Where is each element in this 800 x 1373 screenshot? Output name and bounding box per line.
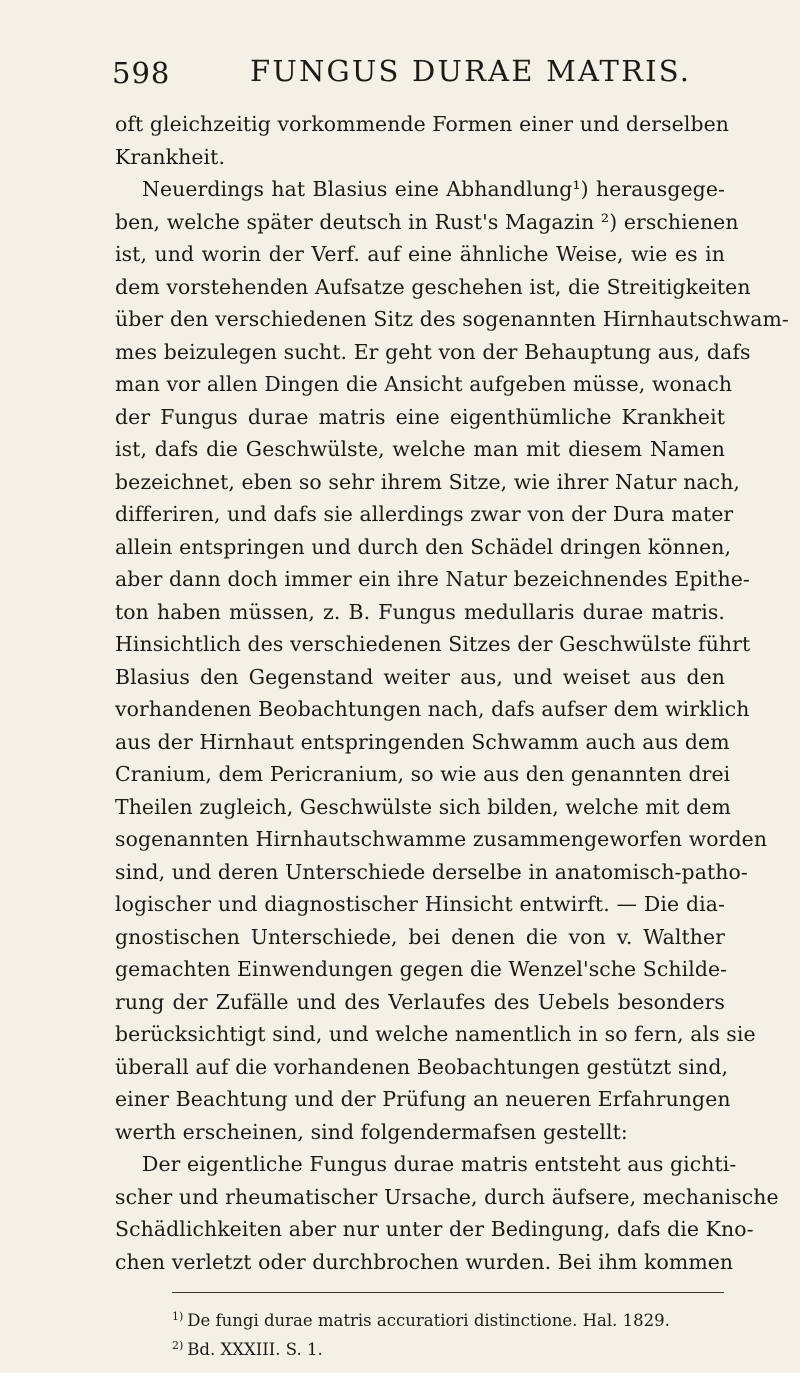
footnote-marker: 1) [172,1310,184,1323]
text-line: der Fungus durae matris eine eigenthümliche Krankheit [115,404,725,429]
text-line: man vor allen Dingen die Ansicht aufgeben müsse, wonach [115,372,733,396]
text-line: Cranium, dem Pericranium, so wie aus den genannten drei [115,762,731,786]
text-line: Blasius den Gegenstand weiter aus, und weiset aus den [115,664,725,689]
page-number: 598 [112,56,171,90]
text-line: bezeichnet, eben so sehr ihrem Sitze, wie ihrer Natur nach, [115,469,741,494]
text-line: sogenannten Hirnhautschwamme zusammengeworfen worden [115,827,768,851]
text-line: ist, und worin der Verf. auf eine ähnliche Weise, wie es in [115,242,725,266]
text-line: allein entspringen und durch den Schädel dringen können, [115,534,732,559]
text-line: Hinsichtlich des verschiedenen Sitzes der Geschwülste führt [115,632,751,656]
text-line: berücksichtigt sind, und welche namentlich in so fern, als sie [115,1022,756,1046]
text-line: ton haben müssen, z. B. Fungus medullaris durae matris. [115,599,725,624]
text-line: gnostischen Unterschiede, bei denen die von v. Walther [115,924,725,949]
page-header [92,48,722,92]
text-line: einer Beachtung und der Prüfung an neueren Erfahrungen [115,1087,731,1111]
footnote-text: Bd. XXXIII. S. 1. [187,1340,323,1359]
text-line: chen verletzt oder durchbrochen wurden. Bei ihm kommen [115,1249,734,1274]
text-line: logischer und diagnostischer Hinsicht entwirft. — Die dia- [115,892,725,916]
text-line: Krankheit. [115,144,226,169]
footnote-divider [172,1292,724,1293]
body-text [115,108,789,1278]
text-line: überall auf die vorhandenen Beobachtungen gestützt sind, [115,1054,729,1079]
text-line: aber dann doch immer ein ihre Natur bezeichnendes Epithe- [115,567,750,591]
text-line: Schädlichkeiten aber nur unter der Bedingung, dafs die Kno- [115,1217,754,1241]
text-line: aus der Hirnhaut entspringenden Schwamm auch aus dem [115,729,730,754]
text-line: oft gleichzeitig vorkommende Formen einer und derselben [115,112,730,136]
text-line: rung der Zufälle und des Verlaufes des Uebels besonders [115,989,725,1014]
text-line: ben, welche später deutsch in Rust's Magazin ²) erschienen [115,209,739,234]
text-line: gemachten Einwendungen gegen die Wenzel'sche Schilde- [115,957,728,981]
text-line: ist, dafs die Geschwülste, welche man mit diesem Namen [115,437,725,461]
footnote-2 [172,1333,732,1362]
footnote-1 [172,1304,732,1333]
footnote-text: De fungi durae matris accuratiori distinctione. Hal. 1829. [187,1311,670,1330]
text-line: differiren, und dafs sie allerdings zwar von der Dura mater [115,502,734,526]
text-line: Neuerdings hat Blasius eine Abhandlung¹) herausgege- [142,177,725,201]
text-line: scher und rheumatischer Ursache, durch äufsere, mechanische [115,1184,779,1209]
footnotes [172,1304,732,1362]
text-line: über den verschiedenen Sitz des sogenannten Hirnhautschwam- [115,307,789,331]
footnote-marker: 2) [172,1339,184,1352]
text-line: sind, und deren Unterschiede derselbe in anatomisch-patho- [115,859,748,884]
text-line: dem vorstehenden Aufsatze geschehen ist, die Streitigkeiten [115,274,751,299]
running-title: FUNGUS DURAE MATRIS. [250,54,692,88]
text-line: Der eigentliche Fungus durae matris entsteht aus gichti- [142,1152,737,1176]
text-line: vorhandenen Beobachtungen nach, dafs aufser dem wirklich [115,697,750,721]
text-line: Theilen zugleich, Geschwülste sich bilden, welche mit dem [115,794,731,819]
text-line: mes beizulegen sucht. Er geht von der Behauptung aus, dafs [115,339,751,364]
text-line: werth erscheinen, sind folgendermafsen gestellt: [115,1119,628,1144]
